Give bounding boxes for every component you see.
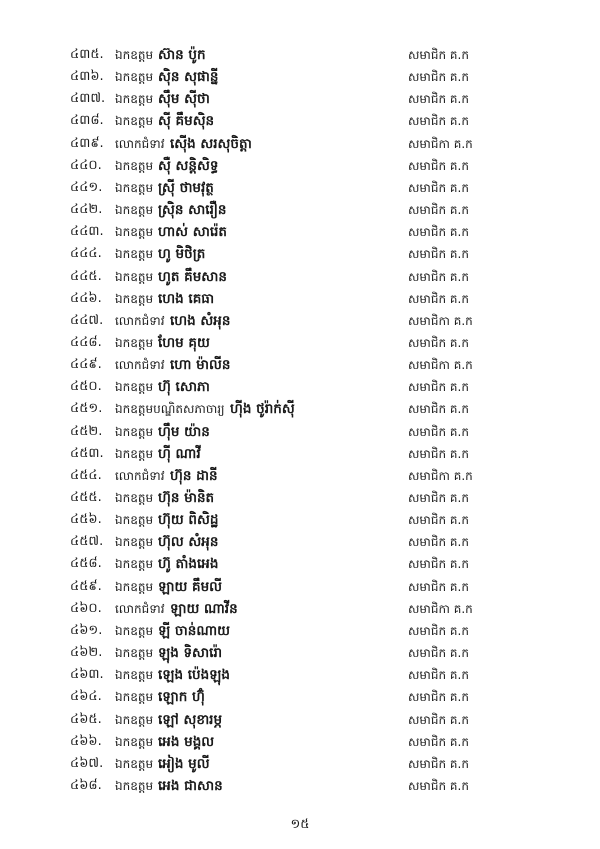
item-number: ៤៥៣.	[70, 445, 104, 461]
list-item	[0, 509, 600, 531]
member-name: ឡាយ ណាវីន	[170, 600, 238, 617]
item-number: ៤៤៥.	[70, 268, 102, 284]
member-name: ស៊ិន សុផាន្នី	[158, 69, 219, 86]
page-number: ១៥	[290, 817, 310, 832]
member-name: ហ៊ូ តាំងអេង	[158, 556, 219, 573]
honorific-title: ឯកឧត្តម	[115, 291, 154, 306]
list-item	[0, 288, 600, 310]
honorific-title: ឯកឧត្តម	[115, 446, 154, 461]
member-role: សមាជិក គ.ក	[408, 269, 469, 284]
member-role: សមាជិក គ.ក	[408, 535, 469, 550]
list-item	[0, 531, 600, 553]
list-item	[0, 332, 600, 354]
list-item	[0, 44, 600, 66]
member-role: សមាជិកា គ.ក	[408, 468, 473, 483]
list-item	[0, 553, 600, 575]
list-item	[0, 354, 600, 376]
honorific-title: ឯកឧត្តម	[115, 269, 154, 284]
honorific-title: ឯកឧត្តម	[115, 712, 154, 727]
member-name: ហូត គឹមសាន	[158, 268, 227, 285]
honorific-title: ឯកឧត្តម	[115, 557, 154, 572]
honorific-title: ឯកឧត្តម	[115, 70, 154, 85]
item-number: ៤៥៤.	[70, 467, 102, 483]
member-role: សមាជិក គ.ក	[408, 557, 469, 572]
member-name: ស្រ៊ី ថាមវុត្ថ	[158, 179, 214, 196]
member-role: សមាជិក គ.ក	[408, 756, 469, 771]
list-item	[0, 620, 600, 642]
item-number: ៤៤៤.	[70, 246, 102, 262]
member-name: ឡេង ប៉េងឡុង	[158, 667, 230, 684]
item-number: ៤៤២.	[70, 202, 103, 218]
member-role: សមាជិក គ.ក	[408, 180, 469, 195]
honorific-title: ឯកឧត្តមបណ្ឌិតសភាចារ្យ	[115, 402, 225, 417]
member-role: សមាជិក គ.ក	[408, 778, 469, 793]
member-role: សមាជិក គ.ក	[408, 247, 469, 262]
member-name: ហ៊ឹម យ៉ាន	[158, 423, 210, 440]
list-item	[0, 465, 600, 487]
item-number: ៤៤៦.	[70, 290, 102, 306]
honorific-title: ឯកឧត្តម	[115, 513, 154, 528]
member-role: សមាជិក គ.ក	[408, 70, 469, 85]
list-item	[0, 642, 600, 664]
member-name: ហោ ម៉ាលីន	[170, 357, 231, 374]
member-name: ហ៊ុល សំអុន	[158, 534, 219, 551]
list-item	[0, 110, 600, 132]
list-item	[0, 598, 600, 620]
member-role: សមាជិកា គ.ក	[408, 136, 473, 151]
member-role: សមាជិក គ.ក	[408, 690, 469, 705]
honorific-title: ឯកឧត្តម	[115, 48, 154, 62]
list-item	[0, 421, 600, 443]
honorific-title: លោកជំទាវ	[115, 358, 165, 373]
item-number: ៤៣៦.	[70, 69, 104, 85]
honorific-title: ឯកឧត្តម	[115, 247, 154, 262]
list-item	[0, 664, 600, 686]
item-number: ៤៦៨.	[70, 777, 102, 793]
honorific-title: ឯកឧត្តម	[115, 424, 154, 439]
item-number: ៤៥២.	[70, 423, 103, 439]
member-name: ឡាយ គឹមលី	[158, 578, 223, 595]
honorific-title: ឯកឧត្តម	[115, 668, 154, 683]
member-name: ហ៊ី ណាវី	[158, 445, 201, 462]
list-item	[0, 576, 600, 598]
member-name: ហ៊ីង ថូរ៉ាក់ស៊ី	[230, 401, 295, 418]
list-item	[0, 133, 600, 155]
honorific-title: ឯកឧត្តម	[115, 690, 154, 705]
honorific-title: ឯកឧត្តម	[115, 778, 154, 793]
member-name: ហេង គេធា	[158, 290, 215, 307]
item-number: ៤៦៤.	[70, 689, 102, 705]
member-name: អេង មង្គល	[158, 733, 215, 750]
member-role: សមាជិក គ.ក	[408, 402, 469, 417]
member-name: ហែម គុយ	[158, 334, 210, 351]
member-role: សមាជិក គ.ក	[408, 291, 469, 306]
item-number: ៤៤១.	[70, 179, 103, 195]
list-item	[0, 221, 600, 243]
member-role: សមាជិក គ.ក	[408, 491, 469, 505]
honorific-title: ឯកឧត្តម	[115, 114, 154, 129]
member-role: សមាជិក គ.ក	[408, 225, 469, 240]
list-item	[0, 155, 600, 177]
item-number: ៤៦០.	[70, 600, 102, 616]
honorific-title: លោកជំទាវ	[115, 601, 165, 616]
item-number: ៤៥៨.	[70, 556, 102, 572]
member-role: សមាជិក គ.ក	[408, 446, 469, 461]
item-number: ៤៥០.	[70, 379, 102, 395]
member-name: អេង ជាសាន	[158, 777, 223, 794]
member-name: ហ៊ុន ម៉ានិត	[158, 490, 215, 506]
member-name: ស៊ាន ប៉ូក	[158, 47, 206, 63]
honorific-title: លោកជំទាវ	[115, 313, 165, 328]
honorific-title: ឯកឧត្តម	[115, 579, 154, 594]
member-role: សមាជិក គ.ក	[408, 92, 469, 107]
list-item	[0, 709, 600, 731]
member-role: សមាជិកា គ.ក	[408, 601, 473, 616]
list-item	[0, 177, 600, 199]
member-name: ហូ មិថិត្រ	[158, 246, 206, 263]
member-name: ហ៊ុយ ពិសិដ្ឋ	[158, 512, 219, 529]
honorific-title: ឯកឧត្តម	[115, 158, 154, 173]
list-item	[0, 775, 600, 797]
member-role: សមាជិក គ.ក	[408, 513, 469, 528]
member-role: សមាជិក គ.ក	[408, 623, 469, 638]
item-number: ៤៥១.	[70, 401, 103, 417]
item-number: ៤៦១.	[70, 622, 103, 638]
list-item	[0, 753, 600, 775]
member-role: សមាជិក គ.ក	[408, 646, 469, 661]
member-role: សមាជិក គ.ក	[408, 579, 469, 594]
honorific-title: ឯកឧត្តម	[115, 225, 154, 240]
item-number: ៤៦៣.	[70, 667, 104, 683]
list-item	[0, 686, 600, 708]
item-number: ៤៥៥.	[70, 490, 102, 505]
member-name: អៀង មូលី	[158, 755, 210, 772]
honorific-title: លោកជំទាវ	[115, 468, 165, 483]
list-item	[0, 243, 600, 265]
honorific-title: ឯកឧត្តម	[115, 646, 154, 661]
item-number: ៤៤៧.	[70, 312, 104, 328]
honorific-title: ឯកឧត្តម	[115, 623, 154, 638]
item-number: ៤៥៩.	[70, 578, 102, 594]
list-item	[0, 88, 600, 110]
member-role: សមាជិក គ.ក	[408, 380, 469, 395]
honorific-title: ឯកឧត្តម	[115, 756, 154, 771]
member-name: ស៊ឹម ស៊ីថា	[158, 91, 210, 108]
item-number: ៤៥៦.	[70, 512, 102, 528]
member-name: ហ៊ុ សោភា	[158, 379, 210, 396]
member-name: ឡៅ សុខារម្ភ	[158, 711, 223, 728]
item-number: ៤៦៦.	[70, 733, 102, 749]
item-number: ៤៤៣.	[70, 224, 104, 240]
member-name: ហេង សំអុន	[170, 312, 231, 329]
member-role: សមាជិក គ.ក	[408, 203, 469, 218]
member-name: ស៊ី គឹមស៊ិន	[158, 113, 215, 130]
list-item	[0, 266, 600, 288]
member-role: សមាជិកា គ.ក	[408, 313, 473, 328]
member-role: សមាជិក គ.ក	[408, 734, 469, 749]
member-role: សមាជិក គ.ក	[408, 712, 469, 727]
member-name: ស្រ៊ិន សារឿន	[158, 202, 227, 219]
member-name: ហ៊ុន ដានី	[170, 467, 218, 484]
item-number: ៤៤៩.	[70, 357, 102, 373]
item-number: ៤៦៧.	[70, 755, 104, 771]
honorific-title: ឯកឧត្តម	[115, 380, 154, 395]
honorific-title: ឯកឧត្តម	[115, 180, 154, 195]
member-role: សមាជិក គ.ក	[408, 335, 469, 350]
item-number: ៤៣៩.	[70, 135, 104, 151]
honorific-title: ឯកឧត្តម	[115, 734, 154, 749]
member-name: ឡី ចាន់ណាយ	[158, 622, 230, 639]
honorific-title: ឯកឧត្តម	[115, 92, 154, 107]
list-item	[0, 443, 600, 465]
list-item	[0, 487, 600, 509]
list-item	[0, 398, 600, 420]
member-name: ស៊ឺ សន្តិសិទ្ធ	[158, 157, 219, 174]
item-number: ៤៣៥.	[70, 47, 104, 62]
member-role: សមាជិក គ.ក	[408, 424, 469, 439]
item-number: ៤៣៧.	[70, 91, 106, 107]
honorific-title: ឯកឧត្តម	[115, 203, 154, 218]
member-name: ស៊ើង សរសុចិត្តា	[170, 135, 252, 152]
list-item	[0, 376, 600, 398]
list-item	[0, 66, 600, 88]
member-role: សមាជិក គ.ក	[408, 158, 469, 173]
honorific-title: លោកជំទាវ	[115, 136, 165, 151]
item-number: ៤៦៥.	[70, 711, 102, 727]
member-role: សមាជិក គ.ក	[408, 114, 469, 129]
honorific-title: ឯកឧត្តម	[115, 535, 154, 550]
item-number: ៤៥៧.	[70, 534, 104, 550]
honorific-title: ឯកឧត្តម	[115, 491, 154, 505]
member-role: សមាជិកា គ.ក	[408, 358, 473, 373]
item-number: ៤៦២.	[70, 645, 103, 661]
member-name: ឡោក ហ៊ុំ	[158, 689, 205, 706]
list-item	[0, 731, 600, 753]
member-name: ឡុង ទិសារ៉ោ	[158, 645, 223, 662]
item-number: ៤៣៨.	[70, 113, 104, 129]
member-name: ហាស់ សារ៉េត	[158, 224, 227, 241]
member-role: សមាជិក គ.ក	[408, 48, 469, 62]
item-number: ៤៤០.	[70, 157, 102, 173]
list-item	[0, 310, 600, 332]
member-role: សមាជិក គ.ក	[408, 668, 469, 683]
item-number: ៤៤៨.	[70, 334, 102, 350]
honorific-title: ឯកឧត្តម	[115, 335, 154, 350]
list-item	[0, 199, 600, 221]
